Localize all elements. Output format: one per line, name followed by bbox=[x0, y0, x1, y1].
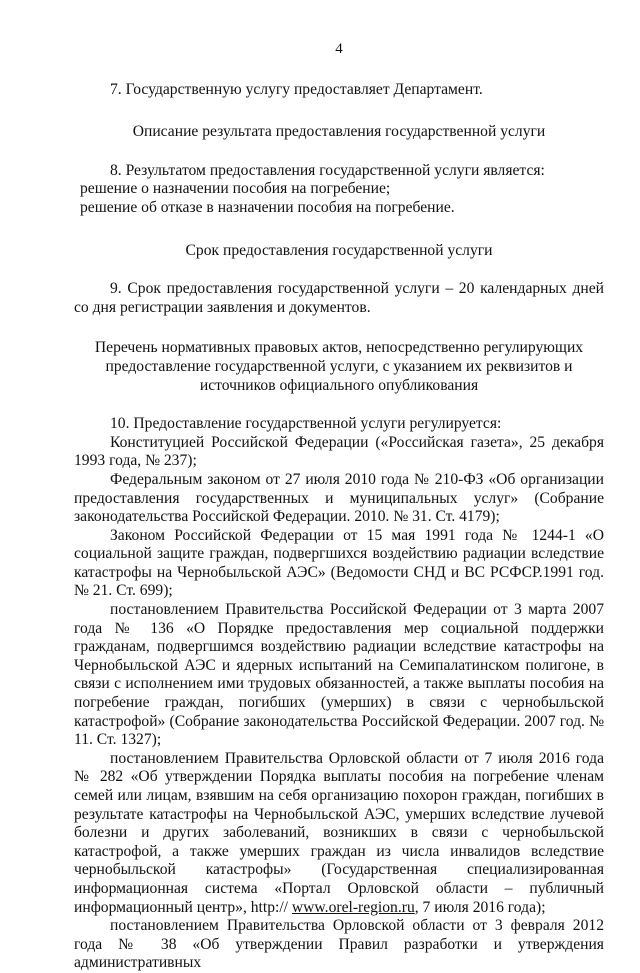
act-item: постановлением Правительства Орловской области от 3 февраля 2012 года № 38 «Об утверждении Правил разработки и утверждения административных bbox=[74, 917, 604, 972]
heading-acts-line-2: предоставление государственной услуги, с указанием их реквизитов и bbox=[105, 357, 573, 375]
orel-region-link[interactable]: www.orel-region.ru bbox=[291, 898, 415, 916]
paragraph-7: 7. Государственную услугу предоставляет Департамент. bbox=[110, 80, 483, 98]
heading-acts bbox=[74, 339, 604, 395]
paragraph-10-intro: 10. Предоставление государственной услуги регулируется: bbox=[110, 415, 502, 433]
paragraph-8-item-2: решение об отказе в назначении пособия на погребение. bbox=[80, 198, 455, 216]
heading-term: Срок предоставления государственной услуги bbox=[185, 241, 493, 259]
paragraph-8-item-1: решение о назначении пособия на погребение; bbox=[80, 180, 391, 198]
paragraph-8-intro: 8. Результатом предоставления государственной услуги является: bbox=[110, 161, 545, 179]
paragraph-9: 9. Срок предоставления государственной услуги – 20 календарных дней со дня регистрации заявления и документов. bbox=[74, 280, 604, 316]
act-item: Законом Российской Федерации от 15 мая 1991 года № 1244-1 «О социальной защите граждан, подвергшихся воздействию радиации вследствие катастрофы на Чернобыльской АЭС» (Ведомости СНД и ВС РСФСР.1991 год. № 21. Ст. 699); bbox=[74, 526, 604, 600]
heading-acts-line-3: источников официального опубликования bbox=[199, 376, 479, 394]
act-item-orel-2016 bbox=[74, 750, 604, 917]
act-item: Федеральным законом от 27 июля 2010 года № 210-ФЗ «Об организации предоставления государственных и муниципальных услуг» (Собрание законодательства Российской Федерации. 2010. № 31. Ст. 4179); bbox=[74, 470, 604, 526]
heading-result: Описание результата предоставления государственной услуги bbox=[132, 123, 546, 141]
heading-acts-line-1: Перечень нормативных правовых актов, непосредственно регулирующих bbox=[94, 339, 584, 357]
page-number: 4 bbox=[335, 41, 343, 57]
act-item-text: постановлением Правительства Орловской области от 7 июля 2016 года № 282 «Об утверждении Порядка выплаты пособия на погребение членам семей или лицам, взявшим на себя организацию похорон граждан, погибших в результате катастрофы на Чернобыльской АЭС, умерших вследствие лучевой болезни и других заболеваний, возникших в связи с чернобыльской катастрофой, а также умерших граждан из числа инвалидов вследствие чернобыльской катастрофы» (Государственная специализированная информационная система «Портал Орловской области – публичный информационный центр», http:// bbox=[74, 749, 604, 916]
act-item: постановлением Правительства Российской Федерации от 3 марта 2007 года № 136 «О Порядке предоставления мер социальной поддержки гражданам, подвергшимся воздействию радиации вследствие катастрофы на Чернобыльской АЭС и ядерных испытаний на Семипалатинском полигоне, в связи с исполнением ими трудовых обязанностей, а также выплаты пособия на погребение граждан, погибших (умерших) в связи с чернобыльской катастрофой» (Собрание законодательства Российской Федерации. 2007 год. № 11. Ст. 1327); bbox=[74, 601, 604, 749]
act-item-tail: , 7 июля 2016 года); bbox=[414, 898, 546, 916]
act-item: Конституцией Российской Федерации («Российская газета», 25 декабря 1993 года, № 237); bbox=[74, 433, 604, 470]
